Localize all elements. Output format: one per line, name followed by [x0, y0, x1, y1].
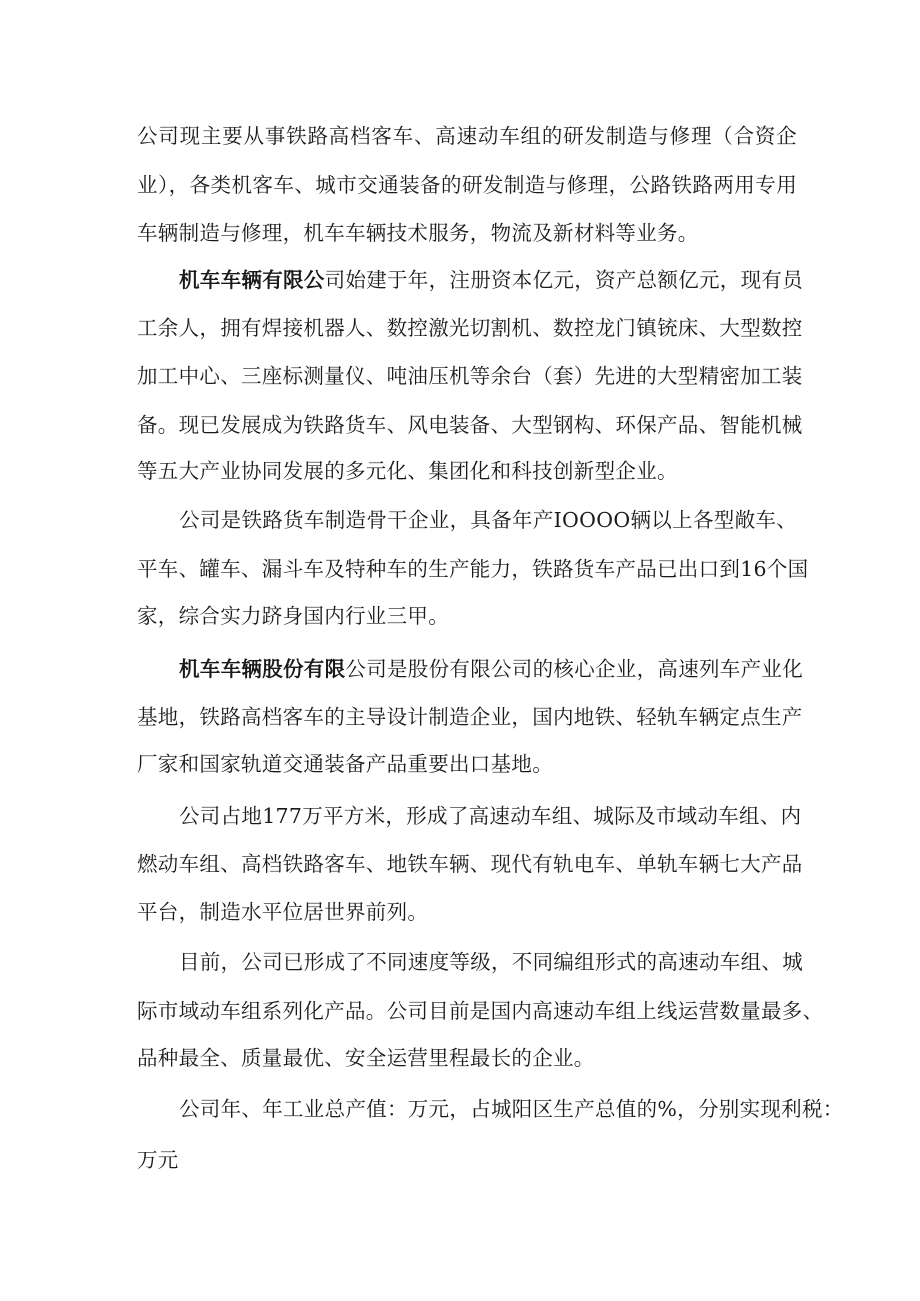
- paragraph-4-line-1: [179, 654, 804, 684]
- paragraph-2-line-1: [179, 265, 804, 295]
- paragraph-1-line-2: 业），各类机客车、城市交通装备的研发制造与修理，公路铁路两用专用: [137, 173, 797, 197]
- paragraph-2-line-1-rest: 司始建于年，注册资本亿元，资产总额亿元，现有员: [324, 268, 804, 292]
- company-name-bold-2: 机车车辆股份有限: [179, 657, 346, 681]
- paragraph-3-line-1: 公司是铁路货车制造骨干企业，具备年产IOOOO辆以上各型敞车、: [179, 508, 797, 532]
- paragraph-1-line-1: 公司现主要从事铁路高档客车、高速动车组的研发制造与修理（合资企: [137, 124, 797, 148]
- paragraph-5-line-3: 平台，制造水平位居世界前列。: [137, 900, 429, 924]
- paragraph-3-line-3: 家，综合实力跻身国内行业三甲。: [137, 604, 449, 628]
- paragraph-7-line-1: 公司年、年工业总产值：万元，占城阳区生产总值的%，分别实现利税：: [179, 1097, 844, 1121]
- company-name-bold-1: 机车车辆有限公: [179, 268, 325, 292]
- paragraph-1-line-3: 车辆制造与修理，机车车辆技术服务，物流及新材料等业务。: [137, 221, 699, 245]
- paragraph-3-line-2: 平车、罐车、漏斗车及特种车的生产能力，铁路货车产品已出口到16个国: [137, 557, 809, 581]
- paragraph-2-line-3: 加工中心、三座标测量仪、吨油压机等余台（套）先进的大型精密加工装: [137, 364, 803, 388]
- paragraph-6-line-3: 品种最全、质量最优、安全运营里程最长的企业。: [137, 1046, 595, 1070]
- paragraph-5-line-2: 燃动车组、高档铁路客车、地铁车辆、现代有轨电车、单轨车辆七大产品: [137, 852, 803, 876]
- paragraph-4-line-2: 基地，铁路高档客车的主导设计制造企业，国内地铁、轻轨车辆定点生产: [137, 705, 803, 729]
- paragraph-6-line-1: 目前，公司已形成了不同速度等级，不同编组形式的高速动车组、城: [179, 950, 803, 974]
- paragraph-2-line-4: 备。现已发展成为铁路货车、风电装备、大型钢构、环保产品、智能机械: [137, 413, 803, 437]
- paragraph-5-line-1: 公司占地177万平方米，形成了高速动车组、城际及市域动车组、内: [179, 804, 802, 828]
- paragraph-4-line-1-rest: 公司是股份有限公司的核心企业，高速列车产业化: [345, 657, 804, 681]
- paragraph-2-line-2: 工余人，拥有焊接机器人、数控激光切割机、数控龙门镇铳床、大型数控: [137, 316, 803, 340]
- paragraph-2-line-5: 等五大产业协同发展的多元化、集团化和科技创新型企业。: [137, 459, 678, 483]
- paragraph-7-line-2: 万元: [137, 1148, 179, 1172]
- paragraph-6-line-2: 际市域动车组系列化产品。公司目前是国内高速动车组上线运营数量最多、: [137, 999, 824, 1023]
- paragraph-4-line-3: 厂家和国家轨道交通装备产品重要出口基地。: [137, 752, 553, 776]
